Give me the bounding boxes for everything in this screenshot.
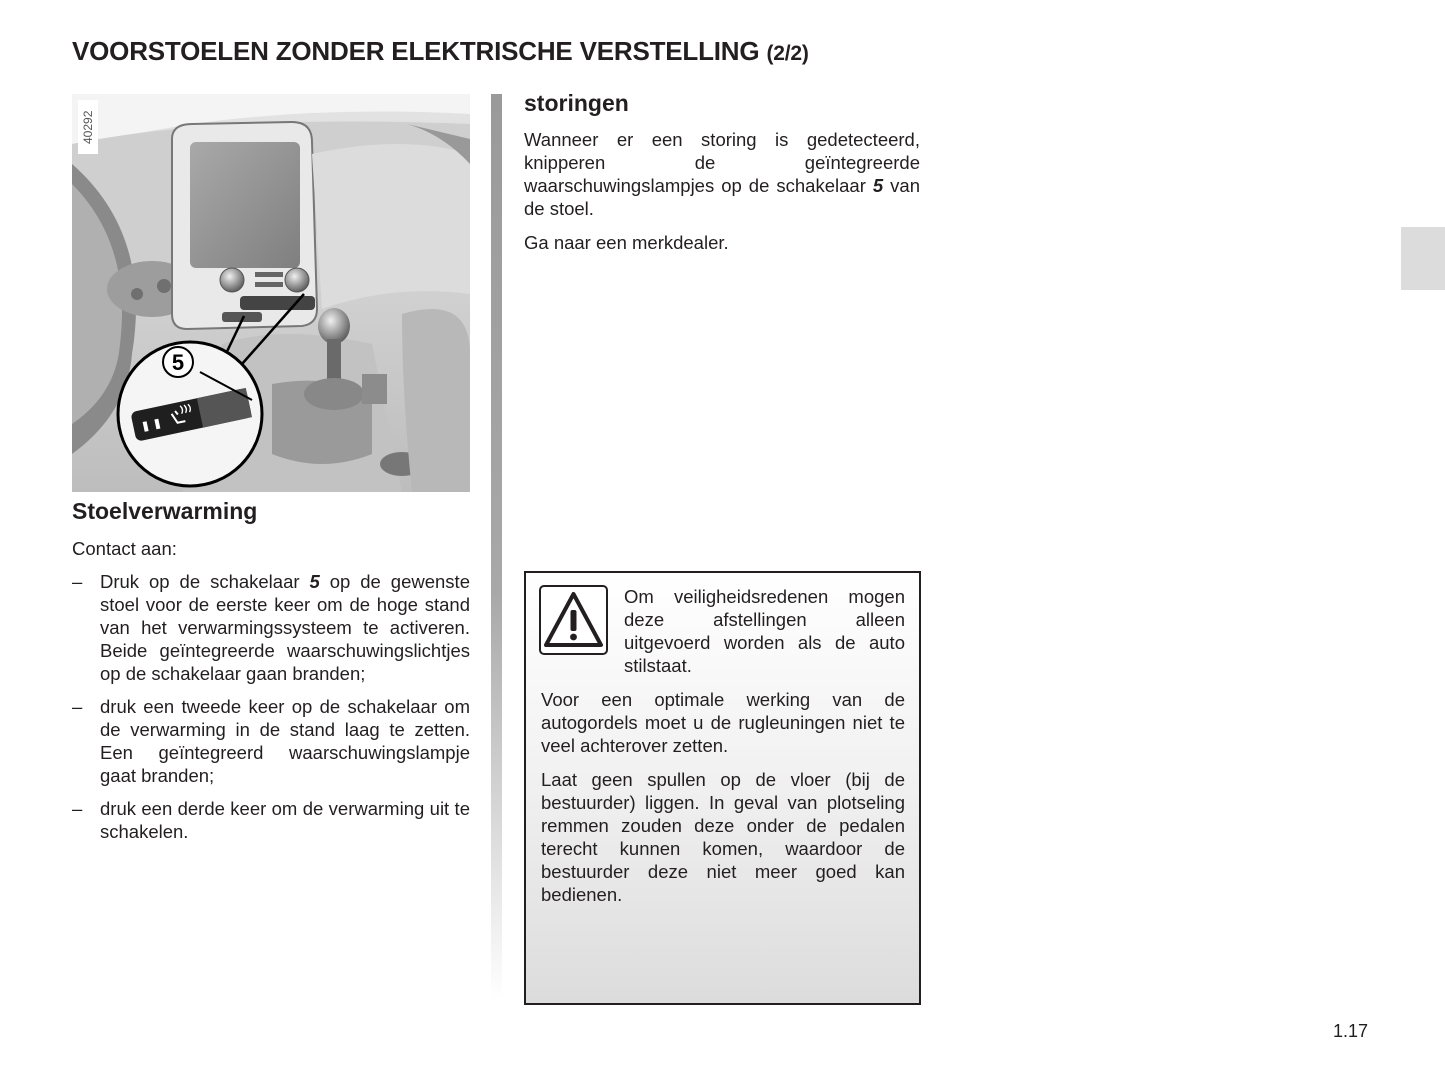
- page-number: 1.17: [1333, 1021, 1369, 1041]
- switch-number: 5: [309, 571, 320, 592]
- list-item-text: druk een tweede keer op de schakelaar om de verwarming in de stand laag te zetten. Een geïntegreerd waarschuwingslampje gaat branden;: [100, 696, 470, 786]
- section-heading-storingen: storingen: [524, 90, 629, 116]
- list-item: [72, 695, 470, 787]
- warning-triangle-icon: [539, 585, 608, 655]
- warning-text-2: Voor een optimale werking van de autogordels moet u de rugleuningen niet te veel achterover zetten.: [541, 689, 905, 756]
- instruction-list: [72, 570, 470, 853]
- figure-number: 40292: [78, 100, 98, 154]
- dashboard-illustration: [72, 94, 470, 492]
- dashboard-drawing: [72, 94, 470, 492]
- list-item-text-after: op de gewenste stoel voor de eerste keer om de hoge stand van het verwarmingssysteem te activeren. Beide geïntegreerde waarschuwingslichtjes op de schakelaar gaan branden;: [100, 571, 470, 684]
- intro-text: Contact aan:: [72, 538, 177, 559]
- list-item-text-before: Druk op de schakelaar: [100, 571, 310, 592]
- storingen-text-before: Wanneer er een storing is gedetecteerd, knipperen de geïntegreerde waarschuwingslampjes op de schakelaar: [524, 129, 920, 196]
- page-title-suffix: (2/2): [766, 42, 809, 65]
- warning-text-1: Om veiligheidsredenen mogen deze afstellingen alleen uitgevoerd worden als de auto stilstaat.: [624, 586, 905, 676]
- list-item: [72, 570, 470, 685]
- section-heading-stoelverwarming: Stoelverwarming: [72, 498, 258, 524]
- warning-text-3: Laat geen spullen op de vloer (bij de bestuurder) liggen. In geval van plotseling remmen zouden deze onder de pedalen terecht kunnen komen, waardoor de bestuurder deze niet meer goed kan bedienen.: [541, 769, 905, 905]
- page-title-text: VOORSTOELEN ZONDER ELEKTRISCHE VERSTELLING: [72, 36, 760, 66]
- list-item: [72, 797, 470, 843]
- warning-triangle-graphic: [541, 587, 606, 653]
- warning-box: [524, 571, 921, 1005]
- callout-label: 5: [171, 350, 185, 375]
- list-item-text: druk een derde keer om de verwarming uit te schakelen.: [100, 798, 470, 842]
- dealer-advice: Ga naar een merkdealer.: [524, 232, 729, 253]
- chapter-tab: [1401, 227, 1445, 290]
- storingen-text-after: van de stoel.: [524, 175, 921, 219]
- column-divider: [491, 94, 502, 1000]
- switch-number: 5: [872, 175, 884, 196]
- storingen-paragraph: [524, 128, 920, 220]
- page-title: [72, 36, 809, 67]
